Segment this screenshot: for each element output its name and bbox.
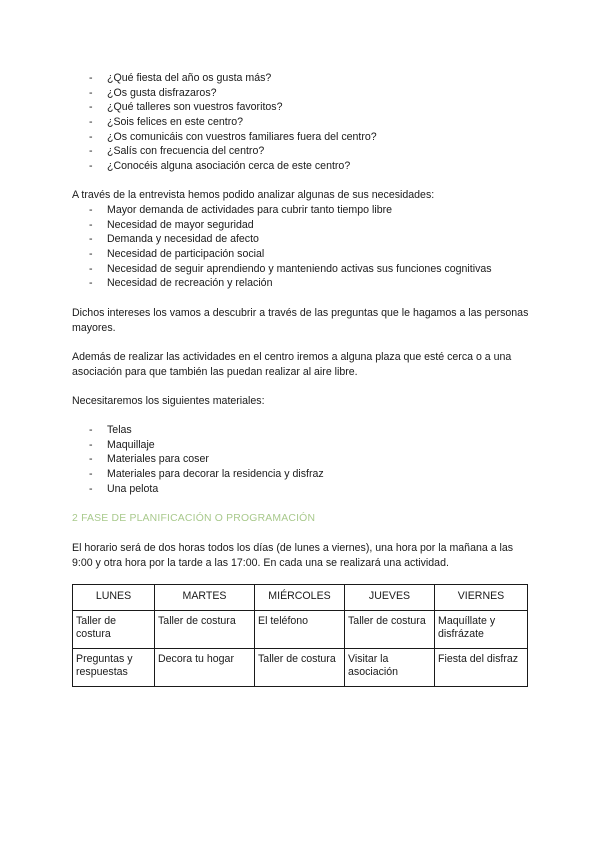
list-item: - Demanda y necesidad de afecto (89, 232, 492, 247)
outdoor-paragraph: Además de realizar las actividades en el centro iremos a alguna plaza que esté cerca o a una asociación para que también las puedan realizar al aire libre. (72, 351, 512, 378)
section-heading: 2 FASE DE PLANIFICACIÓN O PROGRAMACIÓN (72, 513, 316, 524)
column-header-lunes: LUNES (73, 585, 155, 611)
table-cell: Preguntas y respuestas (73, 649, 155, 687)
table-cell: Decora tu hogar (155, 649, 255, 687)
list-item: - ¿Conocéis alguna asociación cerca de este centro? (89, 159, 377, 174)
list-item: - ¿Os comunicáis con vuestros familiares fuera del centro? (89, 130, 377, 145)
column-header-jueves: JUEVES (345, 585, 435, 611)
needs-list (89, 203, 492, 291)
table-cell: Taller de costura (155, 611, 255, 649)
table-header-row (73, 585, 528, 611)
table-cell: Maquíllate y disfrázate (435, 611, 528, 649)
needs-intro: A través de la entrevista hemos podido analizar algunas de sus necesidades: (72, 189, 435, 201)
schedule-table (72, 584, 528, 687)
table-row (73, 649, 528, 687)
list-item: - Necesidad de mayor seguridad (89, 218, 492, 233)
list-item: - Materiales para coser (89, 452, 324, 467)
list-item: - Materiales para decorar la residencia y disfraz (89, 467, 324, 482)
list-item: - ¿Sois felices en este centro? (89, 115, 377, 130)
table-row (73, 611, 528, 649)
table-cell: Fiesta del disfraz (435, 649, 528, 687)
list-item: - Maquillaje (89, 438, 324, 453)
list-item: - Necesidad de recreación y relación (89, 276, 492, 291)
table-cell: Taller de costura (73, 611, 155, 649)
table-cell: Taller de costura (345, 611, 435, 649)
list-item: - ¿Os gusta disfrazaros? (89, 86, 377, 101)
materials-list (89, 423, 324, 496)
list-item: - ¿Qué talleres son vuestros favoritos? (89, 100, 377, 115)
list-item: - Telas (89, 423, 324, 438)
list-item: - Necesidad de participación social (89, 247, 492, 262)
table-cell: Visitar la asociación (345, 649, 435, 687)
table-cell: Taller de costura (255, 649, 345, 687)
interests-paragraph: Dichos intereses los vamos a descubrir a través de las preguntas que le hagamos a las personas mayores. (72, 307, 529, 334)
materials-intro: Necesitaremos los siguientes materiales: (72, 395, 265, 407)
list-item: - Mayor demanda de actividades para cubrir tanto tiempo libre (89, 203, 492, 218)
table-cell: El teléfono (255, 611, 345, 649)
interview-questions-list (89, 71, 377, 174)
list-item: - Necesidad de seguir aprendiendo y manteniendo activas sus funciones cognitivas (89, 262, 492, 277)
list-item: - ¿Salís con frecuencia del centro? (89, 144, 377, 159)
list-item: - ¿Qué fiesta del año os gusta más? (89, 71, 377, 86)
column-header-miercoles: MIÉRCOLES (255, 585, 345, 611)
column-header-martes: MARTES (155, 585, 255, 611)
schedule-paragraph: El horario será de dos horas todos los días (de lunes a viernes), una hora por la mañana a las 9:00 y otra hora por la tarde a las 17:00. En cada una se realizará una actividad. (72, 542, 514, 569)
list-item: - Una pelota (89, 482, 324, 497)
column-header-viernes: VIERNES (435, 585, 528, 611)
